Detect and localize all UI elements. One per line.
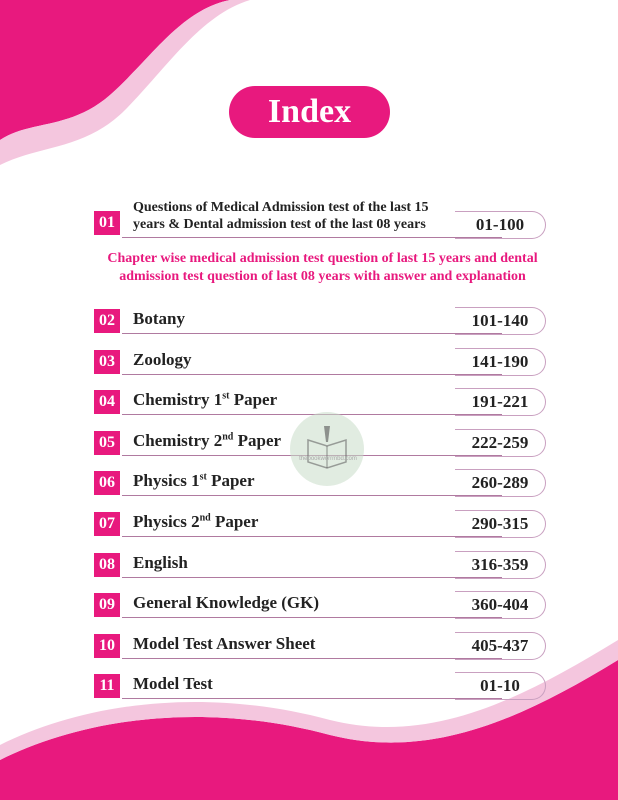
chapter-name — [133, 431, 281, 451]
index-row-11 — [94, 672, 546, 700]
row-number: 10 — [94, 634, 120, 658]
row-rule — [122, 495, 502, 496]
row-number: 04 — [94, 390, 120, 414]
row-rule — [122, 577, 502, 578]
chapter-ordinal: nd — [199, 512, 211, 524]
chapter-name — [133, 512, 258, 532]
page-range: 01-100 — [455, 211, 546, 239]
chapter-ordinal: st — [199, 471, 207, 483]
row-number: 03 — [94, 350, 120, 374]
page-range: 290-315 — [455, 510, 546, 538]
page-range: 01-10 — [455, 672, 546, 700]
chapter-suffix: Paper — [210, 512, 259, 531]
row-number: 05 — [94, 431, 120, 455]
row-rule — [122, 333, 502, 334]
row-number: 08 — [94, 553, 120, 577]
watermark-url: thebookworrmbd.com — [299, 456, 357, 462]
page-range: 222-259 — [455, 429, 546, 457]
page-title: Index — [229, 86, 390, 138]
chapter-name — [133, 390, 277, 410]
index-row-08 — [94, 551, 546, 579]
page-range: 316-359 — [455, 551, 546, 579]
chapter-name-text: General Knowledge (GK) — [133, 593, 320, 612]
chapter-name-text: Physics 1 — [133, 471, 200, 490]
row-number: 01 — [94, 211, 120, 235]
intro-text — [133, 199, 429, 233]
intro-line-1: Questions of Medical Admission test of the last 15 — [133, 200, 429, 215]
row-rule — [122, 698, 502, 699]
row-number: 02 — [94, 309, 120, 333]
row-rule — [122, 374, 502, 375]
chapter-name-text: English — [133, 553, 188, 572]
row-rule — [122, 658, 502, 659]
row-number: 06 — [94, 471, 120, 495]
index-row-07 — [94, 510, 546, 538]
chapter-name — [133, 674, 213, 694]
row-number: 11 — [94, 674, 120, 698]
page-range: 141-190 — [455, 348, 546, 376]
intro-line-2: years & Dental admission test of the last 08 years — [133, 217, 426, 232]
chapter-name — [133, 471, 255, 491]
chapter-name-text: Chemistry 1 — [133, 390, 223, 409]
page-range: 191-221 — [455, 388, 546, 416]
chapter-name — [133, 553, 188, 573]
index-row-02 — [94, 307, 546, 335]
index-row-09 — [94, 591, 546, 619]
chapter-name — [133, 309, 185, 329]
index-row-10 — [94, 632, 546, 660]
chapter-name-text: Model Test — [133, 674, 213, 693]
page-range: 101-140 — [455, 307, 546, 335]
chapter-suffix: Paper — [229, 390, 278, 409]
row-rule — [122, 237, 502, 238]
page-range: 360-404 — [455, 591, 546, 619]
chapter-ordinal: nd — [222, 431, 234, 443]
chapter-suffix: Paper — [233, 431, 282, 450]
page-range: 405-437 — [455, 632, 546, 660]
row-number: 09 — [94, 593, 120, 617]
subtitle-line-2: admission test question of last 08 years with answer and explanation — [119, 269, 526, 284]
chapter-name-text: Model Test Answer Sheet — [133, 634, 316, 653]
chapter-name-text: Chemistry 2 — [133, 431, 223, 450]
chapter-ordinal: st — [222, 390, 230, 402]
row-number: 07 — [94, 512, 120, 536]
section-subtitle — [100, 250, 545, 286]
page-range: 260-289 — [455, 469, 546, 497]
index-row-03 — [94, 348, 546, 376]
chapter-name-text: Botany — [133, 309, 185, 328]
chapter-suffix: Paper — [206, 471, 255, 490]
row-rule — [122, 536, 502, 537]
watermark-logo — [288, 410, 366, 488]
chapter-name-text: Physics 2 — [133, 512, 200, 531]
chapter-name-text: Zoology — [133, 350, 192, 369]
chapter-name — [133, 634, 315, 654]
index-row-01 — [94, 200, 546, 237]
chapter-name — [133, 350, 192, 370]
row-rule — [122, 617, 502, 618]
chapter-name — [133, 593, 319, 613]
subtitle-line-1: Chapter wise medical admission test question of last 15 years and dental — [107, 251, 538, 266]
